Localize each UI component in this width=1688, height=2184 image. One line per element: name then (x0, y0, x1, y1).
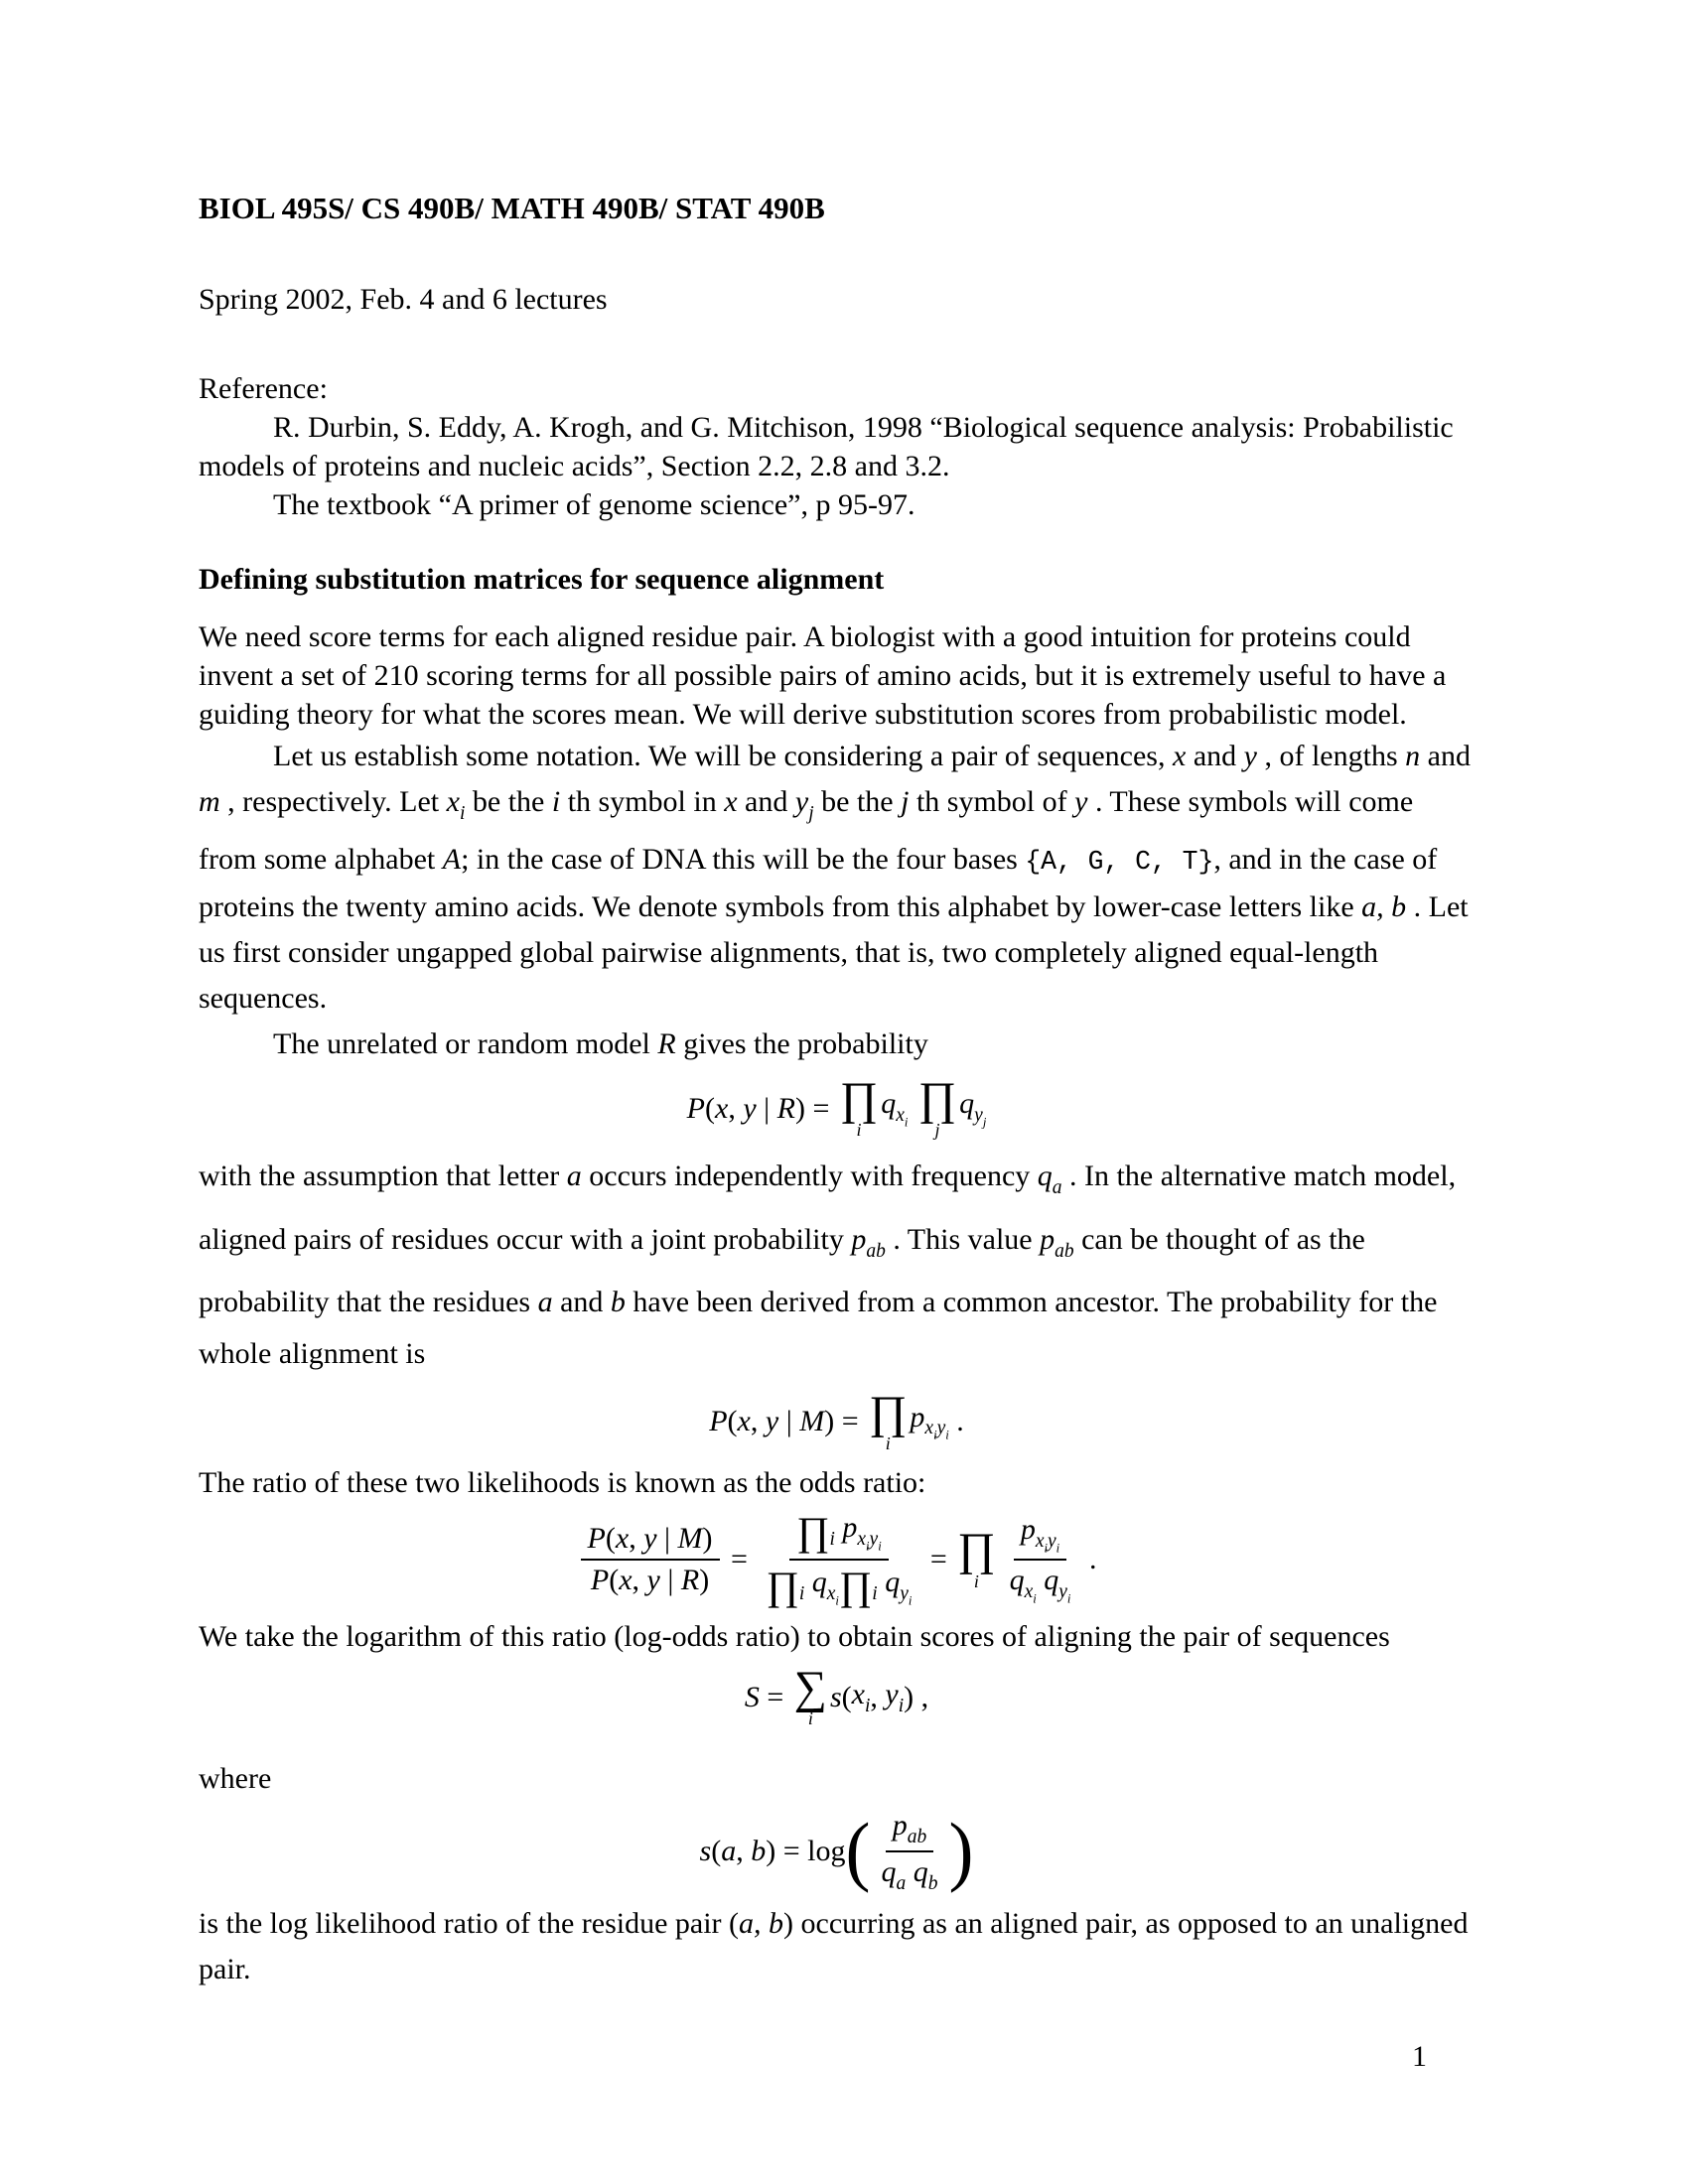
paragraph-intro: We need score terms for each aligned residue pair. A biologist with a good intuition for proteins could invent a set of 210 scoring terms for all possible pairs of amino acids, but it is extremely useful to have a guiding theory for what the scores mean. We will derive substitution scores from probabilistic model. (199, 620, 1447, 731)
formula-match-model: P ( x , y | M ) = ∏ i $p_{x_iy_i}$ . (709, 1387, 964, 1453)
formula-score-definition: s ( a , b ) = log ( $\frac{p_{ab}}{q_a q_b}$ ) (699, 1807, 974, 1894)
paragraph-log-odds: We take the logarithm of this ratio (log-odds ratio) to obtain scores of aligning the pair of sequences (199, 1619, 1390, 1653)
formula-random-model: P ( x , y | R ) = ∏ i $q_{x_i}$ ∏ j $q_{y_j}$ (686, 1074, 987, 1141)
document-content (199, 189, 1475, 1992)
section-heading: Defining substitution matrices for sequence alignment (199, 563, 885, 596)
formula-odds-ratio: $\frac{P(x, y | M)}{P(x, y | R)}$ = $\frac{\prod_i p_{x_iy_i}}{\prod_i q_{x_i}\prod_i q_{y_i}}$ = ∏ i $\frac{p_{x_iy_i}}{q_{x_i} q_{y_i}}$ . (199, 1508, 1475, 1610)
course-title: BIOL 495S/ CS 490B/ MATH 490B/ STAT 490B (199, 191, 825, 225)
reference-label: Reference: (199, 372, 328, 405)
formula-score-sum: S = ∑ i s ( $x_i$ , $y_i$ ) , (744, 1662, 929, 1729)
lecture-date-line: Spring 2002, Feb. 4 and 6 lectures (199, 283, 608, 316)
paragraph-conclusion: is the log likelihood ratio of the residue pair (a, b) occurring as an aligned pair, as opposed to an unaligned pair. (199, 1906, 1469, 1985)
paragraph-match-model: with the assumption that letter a occurs independently with frequency $q_a$ . In the alternative match model, aligned pairs of residues occur with a joint probability $p_{ab}$ . This value $p_{ab}$ can be thought of as the probability that the residues a and b have been derived from a common ancestor. The probability for the whole alignment is (199, 1159, 1457, 1371)
reference-entry-durbin: R. Durbin, S. Eddy, A. Krogh, and G. Mitchison, 1998 “Biological sequence analysis: Probabilistic models of proteins and nucleic acids”, Section 2.2, 2.8 and 3.2. (199, 411, 1454, 482)
paragraph-notation: Let us establish some notation. We will be considering a pair of sequences, x and y , of lengths n and m , respectively. Let $x_i$ be the i th symbol in x and $y_j$ be the j th symbol of y . These symbols will come from some alphabet A; in the case of DNA this will be the four bases {A, G, C, T}, and in the case of proteins the twenty amino acids. We denote symbols from this alphabet by lower-case letters like a, b . Let us first consider ungapped global pairwise alignments, that is, two completely aligned equal-length sequences. (199, 740, 1471, 1015)
paragraph-where: where (199, 1761, 272, 1795)
paragraph-odds-ratio-intro: The ratio of these two likelihoods is known as the odds ratio: (199, 1466, 926, 1500)
page-number: 1 (1412, 2040, 1427, 2073)
paragraph-random-model: The unrelated or random model R gives the probability (273, 1026, 928, 1060)
reference-entry-textbook: The textbook “A primer of genome science”, p 95-97. (273, 488, 915, 521)
